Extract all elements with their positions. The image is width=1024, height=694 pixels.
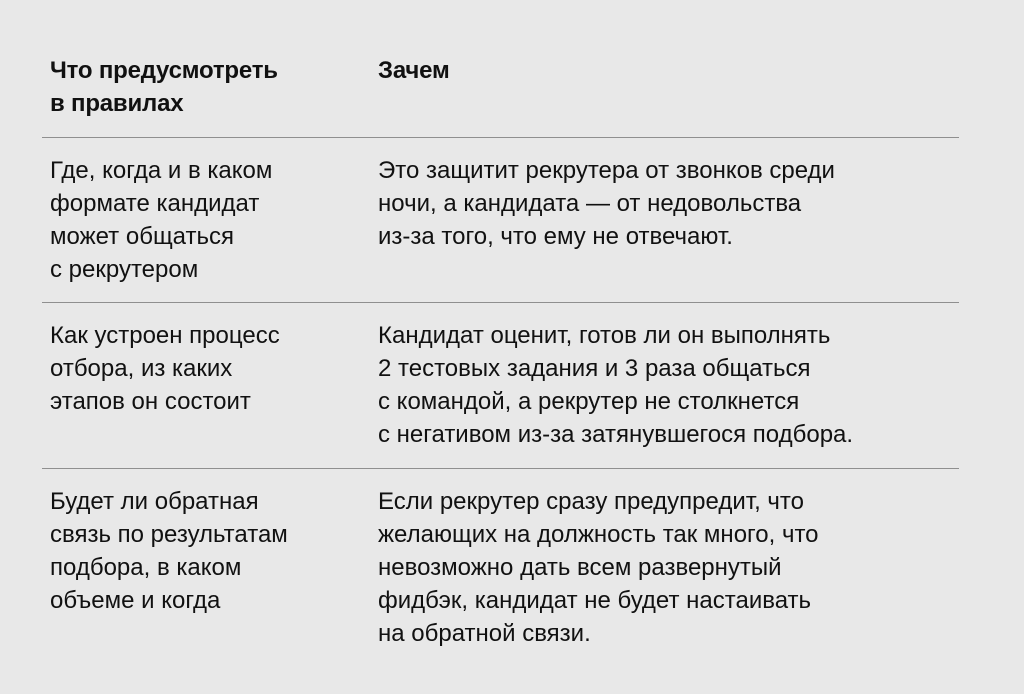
- header-why: Зачем: [378, 57, 450, 84]
- table-row: [42, 138, 959, 303]
- header-what-to-provide: Что предусмотреть в правилах: [50, 57, 278, 117]
- rules-table: [42, 0, 959, 659]
- table-cell-rule: Где, когда и в каком формате кандидат может общаться с рекрутером: [50, 157, 273, 283]
- table-cell-rule: Будет ли обратная связь по результатам подбора, в каком объеме и когда: [50, 488, 288, 614]
- table-header-row: [42, 0, 959, 138]
- table-cell-reason: Это защитит рекрутера от звонков среди ночи, а кандидата — от недовольства из-за того, что ему не отвечают.: [378, 157, 835, 250]
- table-row: [42, 469, 959, 659]
- table-row: [42, 303, 959, 469]
- table-cell-reason: Кандидат оценит, готов ли он выполнять 2 тестовых задания и 3 раза общаться с командой, а рекрутер не столкнется с негативом из-за затянувшегося подбора.: [378, 322, 854, 448]
- table-cell-rule: Как устроен процесс отбора, из каких этапов он состоит: [50, 322, 280, 415]
- table-cell-reason: Если рекрутер сразу предупредит, что желающих на должность так много, что невозможно дать всем развернутый фидбэк, кандидат не будет настаивать на обратной связи.: [378, 488, 819, 647]
